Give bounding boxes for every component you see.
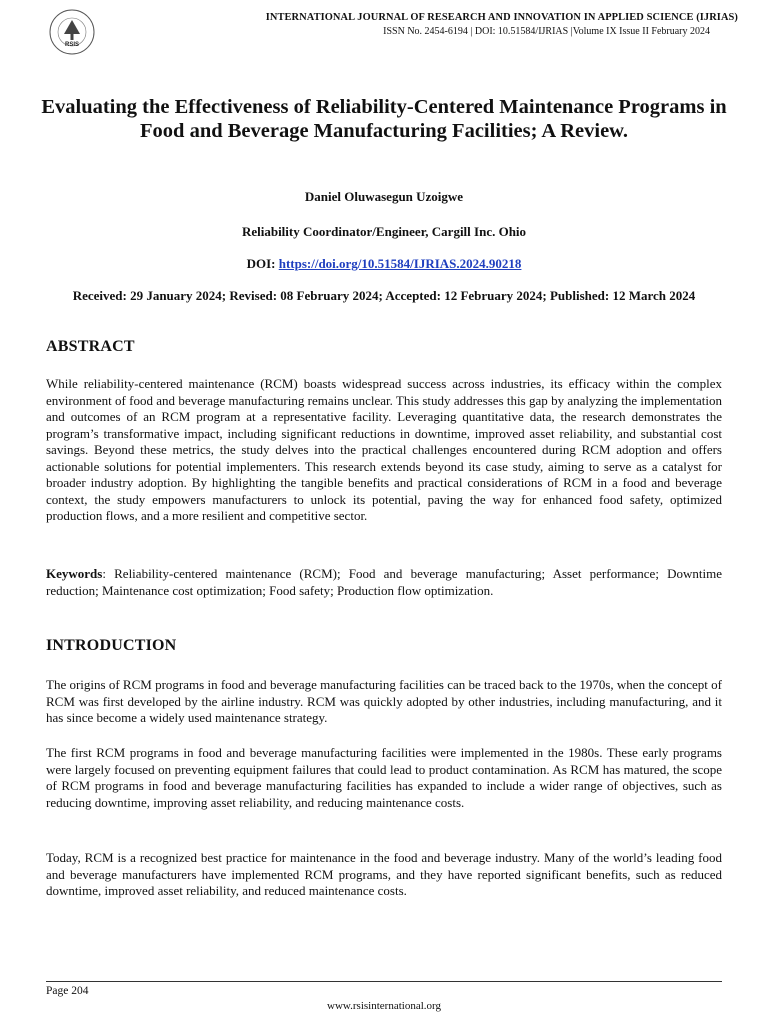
- doi-label: DOI:: [246, 256, 276, 271]
- logo-text: RSIS: [64, 42, 80, 48]
- abstract-text: While reliability-centered maintenance (RCM) boasts widespread success across industries, its efficacy within the complex environment of food and beverage manufacturing remains unclear. This study addresses this gap by analyzing the implementation and outcomes of an RCM program at a representative facility. Leveraging quantitative data, the research demonstrates the program’s transformative impact, including significant reductions in downtime, improved asset reliability, and substantial cost savings. Beyond these metrics, the study delves into the practical challenges encountered during RCM adoption and offers actionable solutions for potential implementers. This research extends beyond its case study, aiming to serve as a catalyst for broader industry adoption. By highlighting the tangible benefits and practical considerations of RCM in a food and beverage context, the study empowers manufacturers to unlock its potential, paving the way for enhanced food safety, optimized production flows, and a more resilient and competitive sector.: [46, 376, 722, 523]
- intro-paragraph-1: The origins of RCM programs in food and beverage manufacturing facilities can be traced back to the 1970s, when the concept of RCM was first developed by the airline industry. RCM was quickly adopted by other industries, including manufacturing, and it has since become a widely used maintenance strategy.: [46, 677, 722, 725]
- doi-link[interactable]: https://doi.org/10.51584/IJRIAS.2024.90218: [278, 256, 522, 271]
- issn-line: ISSN No. 2454-6194 | DOI: 10.51584/IJRIAS |Volume IX Issue II February 2024: [383, 26, 710, 37]
- intro-paragraph-3: Today, RCM is a recognized best practice for maintenance in the food and beverage industry. Many of the world’s leading food and beverage manufacturers have implemented RCM programs, and they have reported significant benefits, such as reduced downtime, improved asset reliability, and reduced maintenance costs.: [46, 850, 722, 898]
- keywords-list: : Reliability-centered maintenance (RCM); Food and beverage manufacturing; Asset performance; Downtime reduction; Maintenance cost optimization; Food safety; Production flow optimization.: [46, 566, 722, 598]
- author: Daniel Oluwasegun Uzoigwe: [304, 189, 464, 204]
- keywords: [46, 566, 722, 599]
- intro-paragraph-2: The first RCM programs in food and beverage manufacturing facilities were implemented in the 1980s. These early programs were largely focused on preventing equipment failures that could lead to product contamination. As RCM has matured, the scope of RCM programs in food and beverage manufacturing facilities has expanded to include a wider range of objectives, such as reducing downtime, improving asset reliability, and reducing maintenance costs.: [46, 745, 722, 810]
- journal-logo: [40, 8, 104, 58]
- affiliation: Reliability Coordinator/Engineer, Cargill Inc. Ohio: [241, 224, 527, 239]
- paper-title: Evaluating the Effectiveness of Reliability-Centered Maintenance Programs in Food and Beverage Manufacturing Facilities; A Review.: [41, 96, 727, 142]
- publication-dates: Received: 29 January 2024; Revised: 08 February 2024; Accepted: 12 February 2024; Published: 12 March 2024: [72, 288, 696, 303]
- journal-name: INTERNATIONAL JOURNAL OF RESEARCH AND INNOVATION IN APPLIED SCIENCE (IJRIAS): [265, 12, 738, 23]
- doi-line: [40, 256, 728, 272]
- footer-divider: [46, 981, 722, 982]
- introduction-heading: INTRODUCTION: [46, 637, 177, 654]
- page-number: Page 204: [46, 985, 89, 997]
- footer-website[interactable]: www.rsisinternational.org: [327, 1000, 441, 1012]
- abstract-heading: ABSTRACT: [46, 338, 135, 355]
- keywords-label: Keywords: [46, 566, 103, 581]
